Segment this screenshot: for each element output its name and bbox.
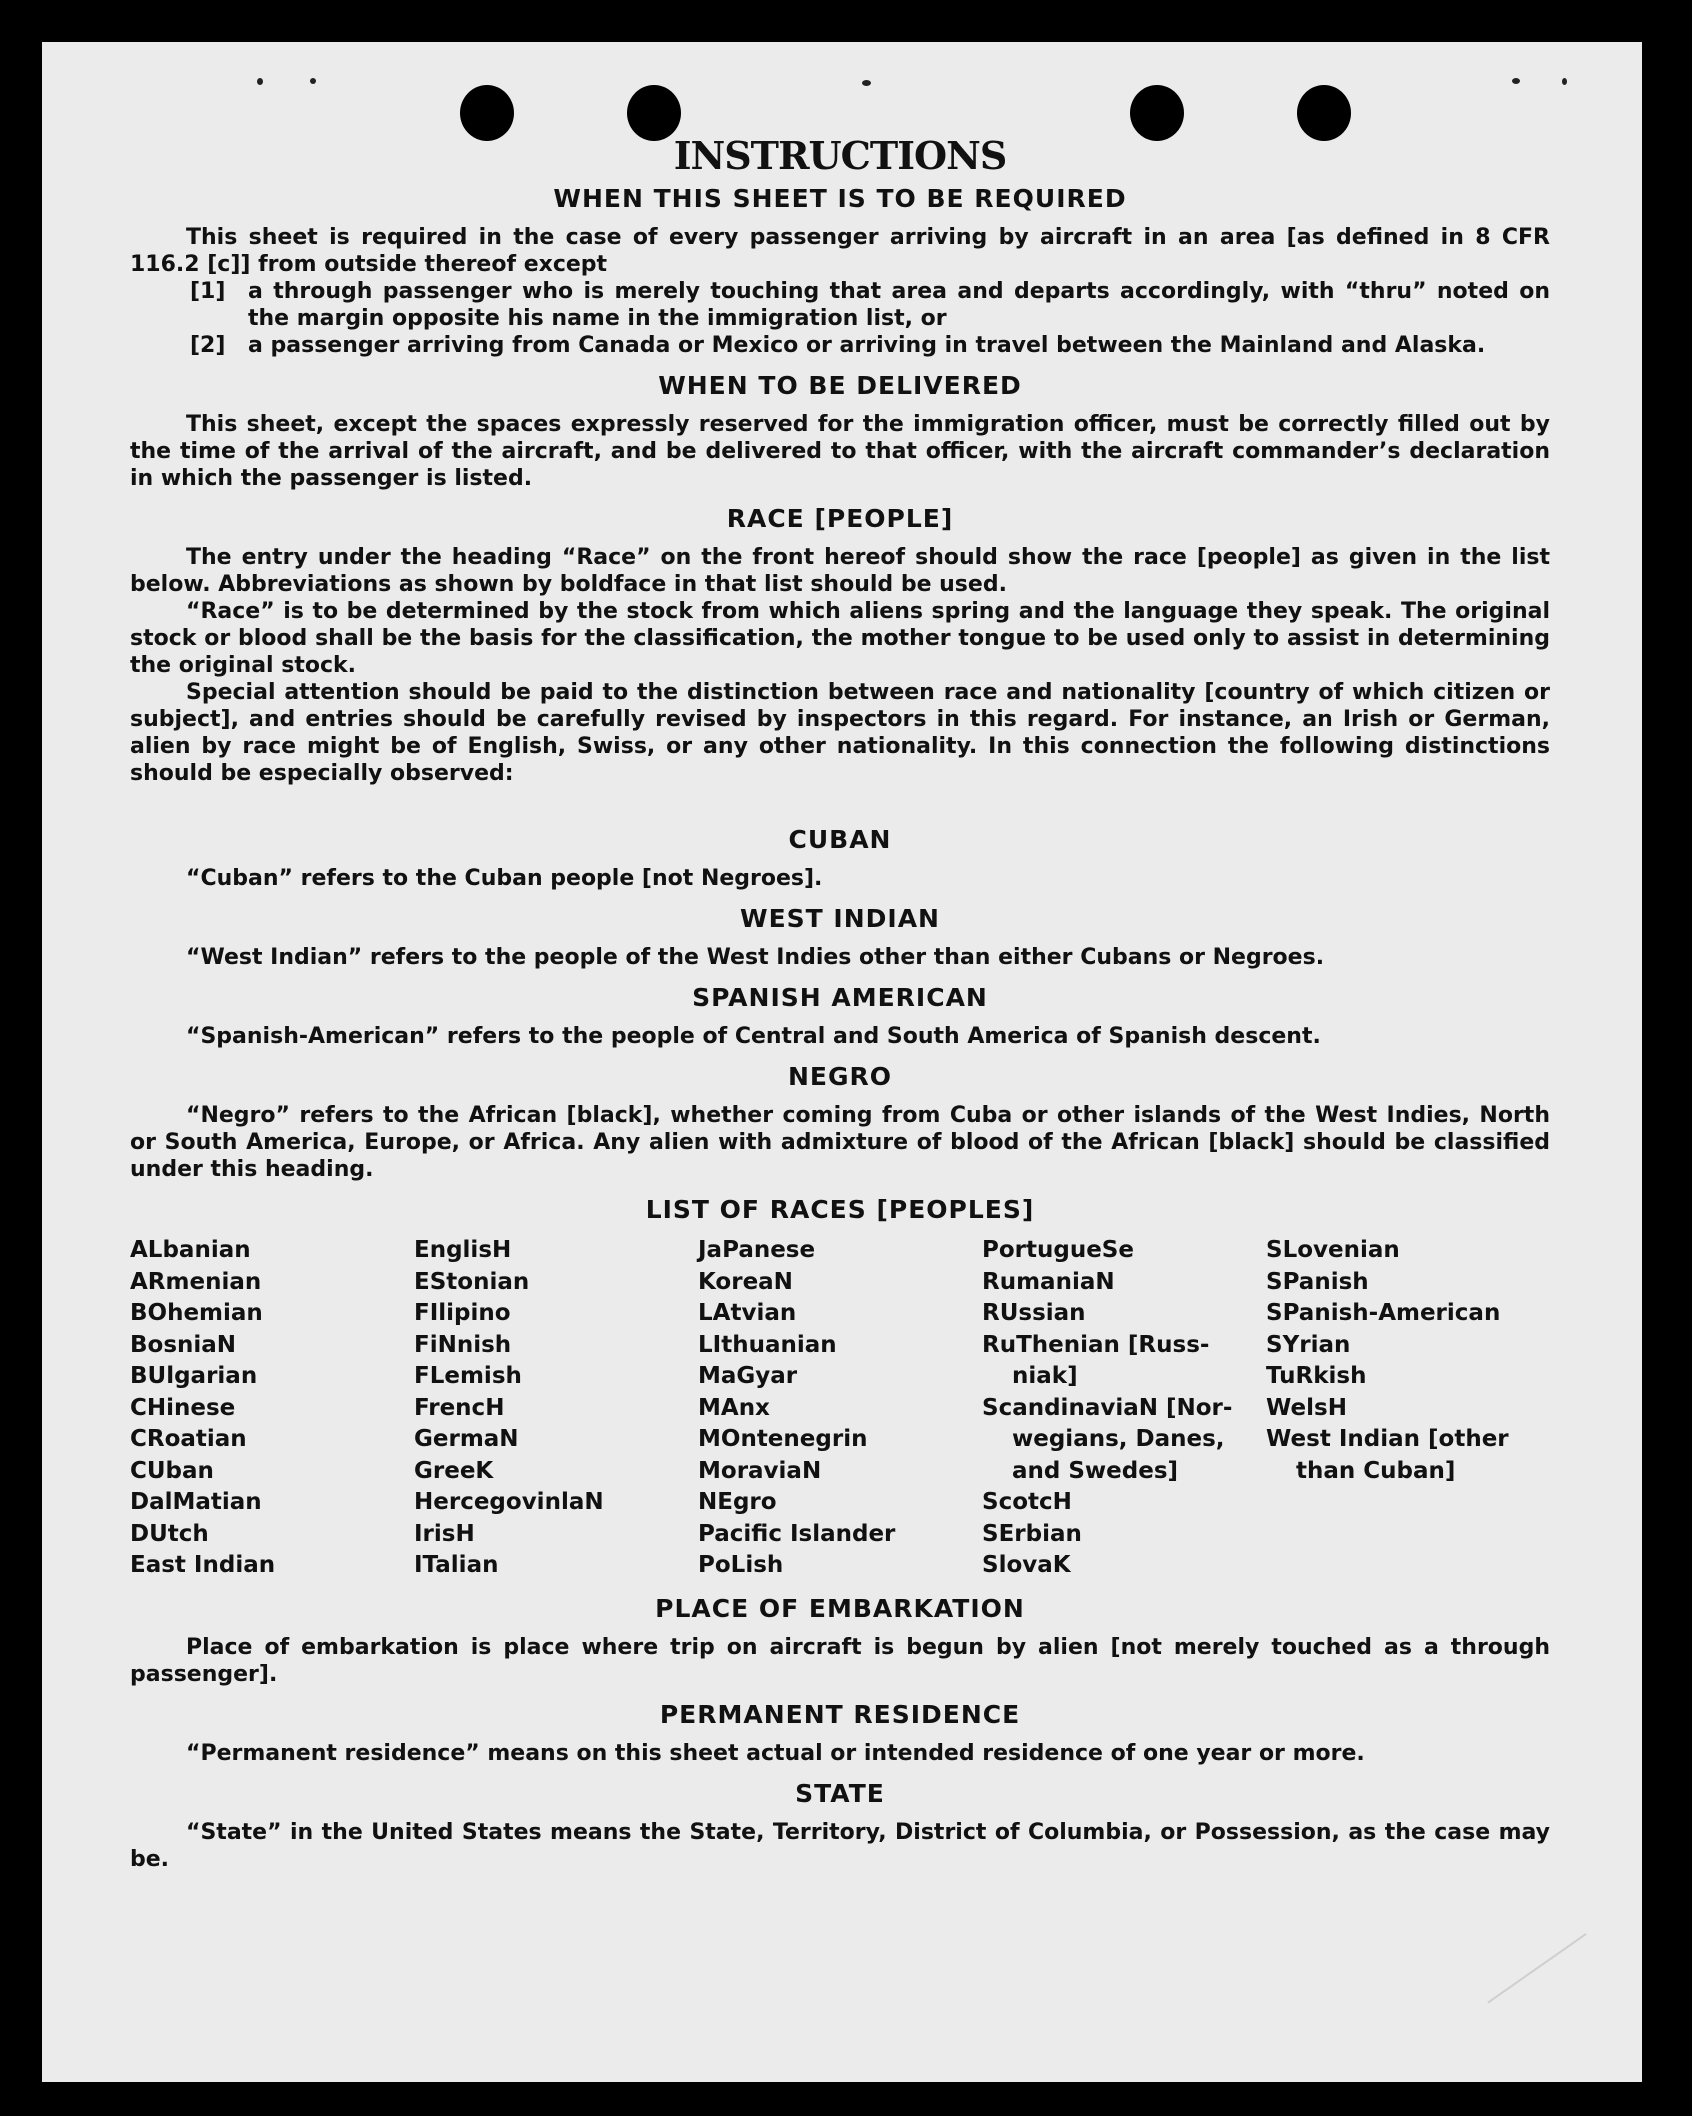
- race-entry: MAnx: [698, 1394, 770, 1421]
- race-column: [414, 1235, 698, 1582]
- race-entry-continued: than Cuban]: [1296, 1457, 1456, 1484]
- list-item: [190, 332, 1550, 359]
- west-indian-text: “West Indian” refers to the people of the West Indies other than either Cubans or Negroes.: [186, 945, 1325, 970]
- race-entry: LIthuanian: [698, 1331, 837, 1358]
- race-entry: LAtvian: [698, 1300, 797, 1326]
- race-entry: CRoatian: [130, 1426, 247, 1452]
- heading-cuban: CUBAN: [788, 825, 892, 854]
- race-entry: ALbanian: [130, 1237, 251, 1263]
- race-list: [130, 1235, 1550, 1582]
- race-entry: WelsH: [1266, 1394, 1347, 1421]
- race-entry-continued: niak]: [1012, 1363, 1078, 1389]
- heading-race: RACE [PEOPLE]: [726, 504, 954, 533]
- heading-when-delivered: WHEN TO BE DELIVERED: [658, 371, 1022, 400]
- speck: [862, 80, 871, 86]
- race-entry: KoreaN: [698, 1268, 793, 1295]
- race-entry: ITalian: [414, 1552, 499, 1578]
- race-entry: PortugueSe: [982, 1237, 1134, 1263]
- race-entry: SPanish-American: [1266, 1300, 1501, 1326]
- spacer: [130, 787, 1550, 813]
- state-text: “State” in the United States means the State, Territory, District of Columbia, or Possession, as the case may be.: [130, 1819, 1550, 1872]
- race-entry: RUssian: [982, 1300, 1086, 1326]
- race-entry: East Indian: [130, 1552, 276, 1578]
- race-column: [982, 1235, 1266, 1582]
- race-entry: CHinese: [130, 1394, 236, 1421]
- heading-when-required: WHEN THIS SHEET IS TO BE REQUIRED: [553, 184, 1127, 213]
- race-entry: ScotcH: [982, 1489, 1072, 1515]
- race-paragraph: “Race” is to be determined by the stock from which aliens spring and the language they speak. The original stock or blood shall be the basis for the classification, the mother tongue to be used only to assist in determining the original stock.: [130, 599, 1550, 678]
- speck: [310, 78, 316, 84]
- race-entry: CUban: [130, 1457, 214, 1484]
- race-entry: ScandinaviaN [Nor-: [982, 1394, 1233, 1421]
- race-column: [698, 1235, 982, 1582]
- residence-text: “Permanent residence” means on this sheet actual or intended residence of one year or more.: [186, 1740, 1365, 1766]
- race-entry: SErbian: [982, 1520, 1082, 1547]
- race-entry: MoraviaN: [698, 1457, 822, 1484]
- embarkation-text: Place of embarkation is place where trip on aircraft is begun by alien [not merely touched as a through passenger].: [130, 1634, 1550, 1687]
- race-entry: BOhemian: [130, 1300, 263, 1326]
- race-entry: HercegovinlaN: [414, 1489, 604, 1515]
- heading-west-indian: WEST INDIAN: [740, 904, 940, 933]
- race-entry: EnglisH: [414, 1237, 512, 1263]
- punch-hole: [1130, 85, 1184, 141]
- folded-corner: [1487, 1933, 1632, 2069]
- heading-list-of-races: LIST OF RACES [PEOPLES]: [645, 1195, 1035, 1224]
- exception-list: [190, 278, 1550, 359]
- item-text: a passenger arriving from Canada or Mexico or arriving in travel between the Mainland and Alaska.: [248, 333, 1486, 358]
- race-entry: BUlgarian: [130, 1363, 258, 1389]
- heading-spanish-american: SPANISH AMERICAN: [692, 983, 988, 1012]
- race-entry: ARmenian: [130, 1268, 262, 1295]
- race-entry-continued: and Swedes]: [1012, 1457, 1179, 1484]
- race-entry: FIlipino: [414, 1300, 511, 1326]
- race-entry: SPanish: [1266, 1268, 1369, 1295]
- race-entry: PoLish: [698, 1552, 784, 1578]
- cuban-text: “Cuban” refers to the Cuban people [not Negroes].: [186, 866, 823, 891]
- spanish-american-text: “Spanish-American” refers to the people of Central and South America of Spanish descent.: [186, 1024, 1321, 1049]
- punch-hole: [627, 85, 681, 141]
- race-entry: DUtch: [130, 1520, 209, 1547]
- punch-hole: [1297, 85, 1351, 141]
- race-entry: RumaniaN: [982, 1268, 1115, 1295]
- heading-state: STATE: [795, 1778, 885, 1808]
- when-delivered-text: This sheet, except the spaces expressly reserved for the immigration officer, must be correctly filled out by the time of the arrival of the aircraft, and be delivered to that officer, with the aircraft commander’s declaration in which the passenger is listed.: [130, 412, 1550, 491]
- race-entry: RuThenian [Russ-: [982, 1331, 1210, 1358]
- speck: [1512, 78, 1520, 84]
- race-entry: EStonian: [414, 1268, 530, 1295]
- race-entry: FLemish: [414, 1363, 522, 1389]
- punch-hole: [460, 85, 514, 141]
- race-entry: FiNnish: [414, 1331, 512, 1358]
- race-entry: IrisH: [414, 1520, 475, 1547]
- list-item: [190, 278, 1550, 332]
- item-text: a through passenger who is merely touching that area and departs accordingly, with “thru” noted on the margin opposite his name in the immigration list, or: [248, 279, 1550, 331]
- page-title: INSTRUCTIONS: [673, 133, 1007, 178]
- race-entry: GreeK: [414, 1457, 494, 1484]
- race-entry: Pacific Islander: [698, 1520, 896, 1547]
- speck: [257, 78, 263, 85]
- race-entry: SLovenian: [1266, 1237, 1400, 1263]
- when-required-intro: This sheet is required in the case of every passenger arriving by aircraft in an area [as defined in 8 CFR 116.2 [c]] from outside thereof except: [130, 225, 1550, 277]
- race-column: [1266, 1235, 1550, 1582]
- item-number: [1]: [190, 279, 226, 304]
- race-entry-continued: wegians, Danes,: [1012, 1426, 1225, 1452]
- race-entry: MaGyar: [698, 1363, 798, 1389]
- race-entry: TuRkish: [1266, 1363, 1367, 1389]
- speck: [1562, 78, 1567, 85]
- race-entry: West Indian [other: [1266, 1426, 1509, 1452]
- race-entry: NEgro: [698, 1489, 777, 1515]
- race-column: [130, 1235, 414, 1582]
- race-entry: JaPanese: [698, 1237, 816, 1263]
- race-entry: SlovaK: [982, 1552, 1071, 1578]
- race-entry: MOntenegrin: [698, 1426, 868, 1452]
- race-entry: SYrian: [1266, 1331, 1351, 1358]
- race-entry: DalMatian: [130, 1489, 262, 1515]
- race-paragraph: Special attention should be paid to the distinction between race and nationality [country of which citizen or subject], and entries should be carefully revised by inspectors in this regard. For instance, an Irish or German, alien by race might be of English, Swiss, or any other nationality. In this connection the following distinctions should be especially observed:: [130, 680, 1550, 786]
- heading-negro: NEGRO: [787, 1062, 893, 1091]
- heading-embarkation: PLACE OF EMBARKATION: [655, 1593, 1025, 1623]
- race-entry: BosniaN: [130, 1331, 237, 1358]
- instructions-document: [130, 134, 1550, 1873]
- race-entry: GermaN: [414, 1426, 519, 1452]
- race-paragraph: The entry under the heading “Race” on the front hereof should show the race [people] as given in the list below. Abbreviations as shown by boldface in that list should be used.: [130, 545, 1550, 597]
- negro-text: “Negro” refers to the African [black], whether coming from Cuba or other islands of the West Indies, North or South America, Europe, or Africa. Any alien with admixture of blood of the African [black] should be classified under this heading.: [130, 1103, 1550, 1182]
- item-number: [2]: [190, 333, 226, 358]
- document-sheet: [42, 42, 1642, 2082]
- heading-permanent-residence: PERMANENT RESIDENCE: [659, 1699, 1021, 1729]
- race-entry: FrencH: [414, 1394, 505, 1421]
